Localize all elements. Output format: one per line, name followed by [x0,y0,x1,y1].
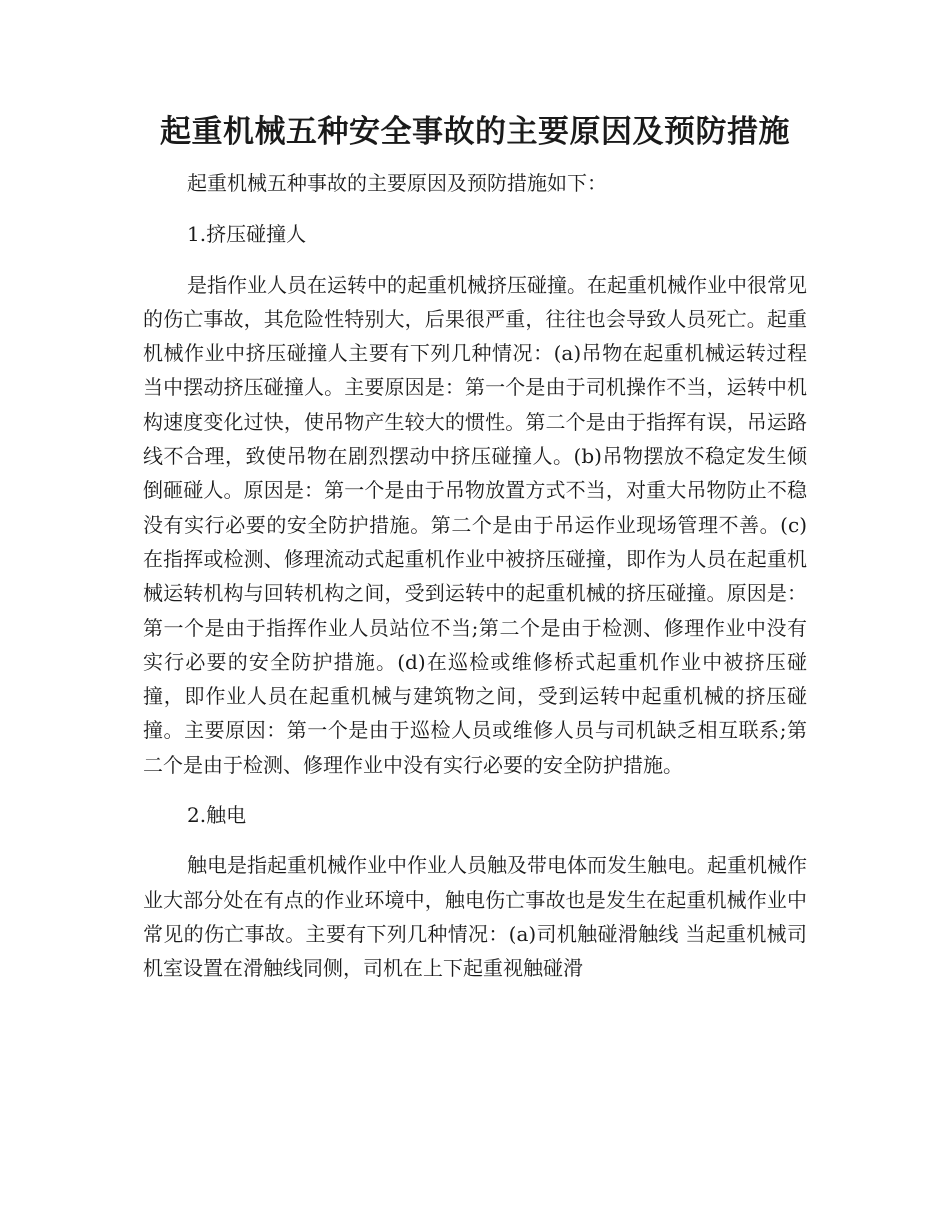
document-body [143,166,807,1002]
section-heading: 2.触电 [187,803,247,828]
section-paragraph: 是指作业人员在运转中的起重机械挤压碰撞。在起重机械作业中很常见的伤亡事故，其危险性特别大，后果很严重，往往也会导致人员死亡。起重机械作业中挤压碰撞人主要有下列几种情况：(a)吊物在起重机械运转过程当中摆动挤压碰撞人。主要原因是：第一个是由于司机操作不当，运转中机构速度变化过快，使吊物产生较大的惯性。第二个是由于指挥有误，吊运路线不合理，致使吊物在剧烈摆动中挤压碰撞人。(b)吊物摆放不稳定发生倾倒砸碰人。原因是：第一个是由于吊物放置方式不当，对重大吊物防止不稳没有实行必要的安全防护措施。第二个是由于吊运作业现场管理不善。(c)在指挥或检测、修理流动式起重机作业中被挤压碰撞，即作为人员在起重机械运转机构与回转机构之间，受到运转中的起重机械的挤压碰撞。原因是：第一个是由于指挥作业人员站位不当;第二个是由于检测、修理作业中没有实行必要的安全防护措施。(d)在巡检或维修桥式起重机作业中被挤压碰撞，即作业人员在起重机械与建筑物之间，受到运转中起重机械的挤压碰撞。主要原因：第一个是由于巡检人员或维修人员与司机缺乏相互联系;第二个是由于检测、修理作业中没有实行必要的安全防护措施。 [143,272,807,777]
document-title: 起重机械五种安全事故的主要原因及预防措施 [160,114,790,150]
section-paragraph: 触电是指起重机械作业中作业人员触及带电体而发生触电。起重机械作业大部分处在有点的作业环境中，触电伤亡事故也是发生在起重机械作业中常见的伤亡事故。主要有下列几种情况：(a)司机触碰滑触线 当起重机械司机室设置在滑触线同侧，司机在上下起重视触碰滑 [143,853,807,981]
section-heading: 1.挤压碰撞人 [187,222,307,247]
intro-paragraph: 起重机械五种事故的主要原因及预防措施如下： [187,171,607,195]
